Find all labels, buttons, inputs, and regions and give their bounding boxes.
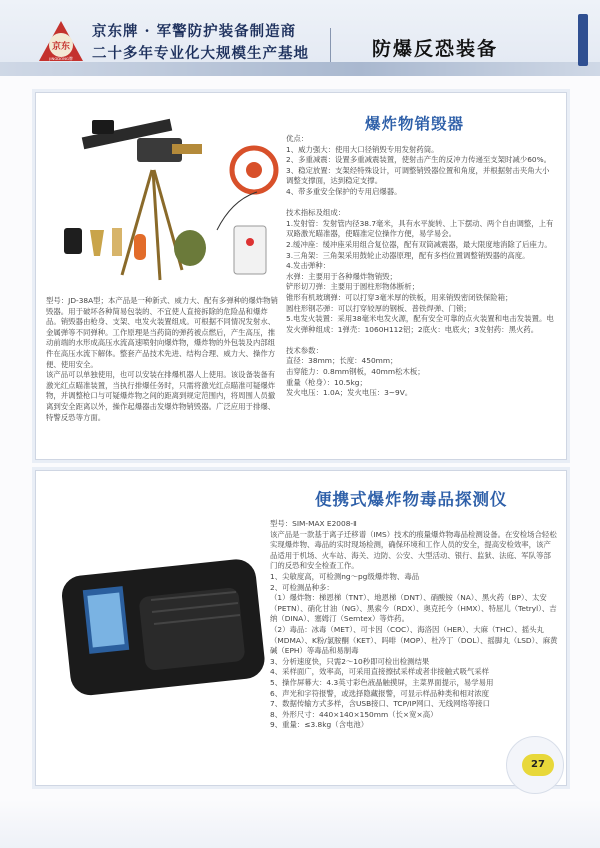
brand-logo — [38, 20, 84, 62]
product-1-description: 型号：JD-38A型；本产品是一种新式、威力大、配有多弹种的爆炸物销毁器。用于破坏各种简易包装的、不宜使人直接拆除的危险品和爆炸品。销毁器由枪身、支架、电发火装置组成。可根据不同情况发射水、金属弹等不同弹种。工作原理是当药筒的弹药被点燃后，产生高压，推动前端的水形成高压水流高速喷射向爆炸物，爆炸物的外包装及内部组件在高压水流下解体。整套产品技术先进、结构合理、威力大、操作方便、使用安全。 该产品可以单独使用，也可以安装在排爆机器人上使用。该设备装备有激光红点瞄准装置，当执行排爆任务时，只需将激光红点瞄准可疑爆炸物，并调整枪口与可疑爆炸物之间的距离到规定范围内，将周围人员撤离到安全距离以外，操作起爆器击发爆炸物销毁器。广泛应用于排爆、特警反恐等方面。 — [46, 296, 278, 422]
product-1-features: 优点： 1、威力强大：使用大口径销毁专用发射药筒。 2、多重减震：设置多重减震装置，使射击产生的反冲力传递至支架时减少60%。 3、稳定放置：支架经特殊设计，可调整销毁器位置和角度，并根据射击夹角大小调整支撑面，达到稳定支撑。 4、带多重安全保护的专用启爆器。 技术指标及组成： 1.发射管：发射管内径38.7毫米，具有水平旋转、上下摆动、两个自由调整，上有双路激光瞄准器，使瞄准定位操作方便，易学易会。 2.缓冲座：缓冲座采用组合复位器，配有双筒减震器，最大限度地消除了后座力。 3.三角架：三角架采用鼓轮止动器原理，配有多档位置调整销毁器的高度。 4.发击弹种： 水弹：主要用于各种爆炸物销毁； 铲形切刀弹：主要用于圆柱形物体断析； 锥形有机玻璃弹：可以打穿3毫米厚的铁板，用来销毁密闭铁保险箱； 圆柱形钢芯弹：可以打穿较厚的钢板、普铁焊弹、门锁； 5.电发火装置：采用38毫米电发火源，配有安全可靠的点火装置和电击发装置。电发火弹种组成：1弹壳：1060H112铝；2底火：电底火；3发射药：黑火药。 技术参数： 直径：38mm；长度：450mm； 击穿能力：0.8mm钢板，40mm松木板； 重量（枪身）：10.5kg； 发火电压：1.0A；发火电压：3~9V。 — [286, 134, 554, 398]
header-band — [0, 62, 600, 76]
title-divider — [330, 28, 331, 62]
product-2-title: 便携式爆炸物毒品探测仪 — [315, 490, 508, 509]
detector-product-image — [46, 540, 266, 720]
page-header — [0, 0, 600, 76]
logo-text-bottom: JINGDONG牌 — [49, 56, 73, 61]
product-2-description: 型号：SIM-MAX E2008-Ⅱ 该产品是一款基于离子迁移谱（IMS）技术的痕量爆炸物毒品检测设备。在安检场合轻松实现爆炸物、毒品的实时现场检测，确保环境和工作人员的安全，提高安检效率，该产品适用于机场、火车站、海关、边防、公安、大型活动、银行、监狱、法庭、军队等部门的反恐和安全检查工作。 1、尖敏度高，可检测ng～pg级爆炸物、毒品 2、可检测品种多： （1）爆炸物：梯恩梯（TNT）、地恩梯（DNT）、硝酸铵（NA）、黑火药（BP）、太安（PETN）、硝化甘油（NG）、黑索今（RDX）、奥克托今（HMX）、特屈儿（Tetryl）、吉纳（DINA）、塞姆汀（Semtex）等炸药。 （2）毒品：冰毒（MET）、可卡因（COC）、海洛因（HER）、大麻（THC）、摇头丸（MDMA）、K粉/氯胺酮（KET）、吗啡（MOP）、杜冷丁（DOL）、摇脚丸（LSD）、麻黄碱（EPH）等毒品和易制毒 3、分析速度快，只需2～10秒即可检出检测结果 4、采样面广，效率高，可采用直接擦拭采样或者非接触式吸气采样 5、操作屏幕大：4.3英寸彩色液晶触摸屏，主菜界面提示，易学易用 6、声光和字符报警，或选择隐藏报警，可显示样品种类和相对浓度 7、数据传输方式多样，含USB接口、TCP/IP网口、无线网络等接口 8、外形尺寸：440×140×150mm（长×宽×高） 9、重量：≤3.8kg（含电池） — [270, 519, 558, 730]
disruptor-product-image — [42, 100, 282, 290]
logo-text-top: 京东 — [51, 42, 71, 52]
brand-line-2: 二十多年专业化大规模生产基地 — [92, 45, 309, 62]
page-number: 27 — [522, 754, 554, 776]
product-1-title: 爆炸物销毁器 — [365, 115, 465, 133]
corner-tab — [578, 14, 588, 66]
brand-line-1: 京东牌 · 军警防护装备制造商 — [92, 23, 297, 40]
bottom-band — [0, 800, 600, 848]
section-title: 防爆反恐装备 — [372, 38, 499, 60]
